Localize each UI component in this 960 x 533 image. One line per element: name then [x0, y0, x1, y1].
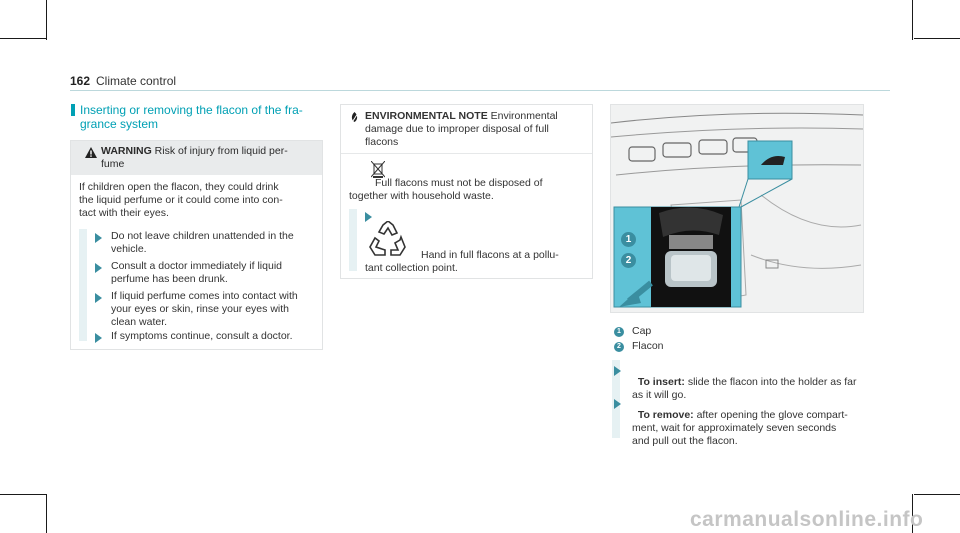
warning-step: If liquid perfume comes into contact with your eyes or skin, rinse your eyes with clean water.: [111, 290, 298, 328]
environmental-step-text: tant collection point.: [365, 262, 458, 274]
insert-label: To insert:: [637, 376, 685, 388]
dashboard-illustration: [611, 105, 863, 312]
crop-mark: [46, 0, 47, 40]
remove-text: after opening the glove compart- ment, wait for approximately seven seconds and pull out the flacon.: [632, 409, 848, 447]
legend-label-cap: Cap: [632, 325, 652, 337]
step-bar: [349, 209, 357, 271]
step-arrow-icon: [614, 366, 621, 376]
step-arrow-icon: [95, 293, 102, 303]
section-marker: [71, 104, 75, 116]
warning-header: [71, 141, 322, 175]
step-arrow-icon: [614, 399, 621, 409]
step-arrow-icon: [95, 333, 102, 343]
leaf-icon: [350, 112, 359, 124]
disposal-text: Full flacons must not be disposed of together with household waste.: [349, 177, 543, 202]
warning-triangle-icon: [85, 147, 97, 158]
crossed-bin-icon: [371, 161, 385, 178]
watermark: carmanualsonline.info: [690, 508, 924, 531]
crop-mark: [46, 494, 47, 533]
warning-label: WARNING: [101, 145, 152, 157]
callout-1: 1: [621, 232, 636, 247]
crop-mark: [912, 0, 913, 40]
warning-body: If children open the flacon, they could drink the liquid perfume or it could come into con- tact with their eyes.: [79, 181, 283, 219]
environmental-label: ENVIRONMENTAL NOTE: [365, 110, 488, 122]
header-rule: [70, 90, 890, 91]
legend-label-flacon: Flacon: [632, 340, 664, 352]
page-number: 162: [70, 74, 91, 88]
warning-step: Consult a doctor immediately if liquid perfume has been drunk.: [111, 260, 282, 285]
environmental-title: Environmental damage due to improper disposal of full flacons: [365, 110, 558, 148]
chapter-title: Climate control: [96, 74, 177, 88]
environmental-step-text: Hand in full flacons at a pollu-: [421, 249, 559, 261]
crop-mark: [914, 38, 960, 39]
crop-mark: [0, 494, 46, 495]
recycle-icon: [367, 221, 409, 261]
legend-callout-1: 1: [614, 327, 624, 337]
legend-callout-2: 2: [614, 342, 624, 352]
environmental-header: [365, 110, 590, 149]
environmental-note-box: [340, 104, 593, 279]
warning-step: If symptoms continue, consult a doctor.: [111, 330, 293, 342]
step-bar: [79, 229, 87, 341]
warning-step: Do not leave children unattended in the vehicle.: [111, 230, 294, 255]
section-title: Inserting or removing the flacon of the fra- grance system: [80, 103, 303, 131]
crop-mark: [0, 38, 46, 39]
crop-mark: [914, 494, 960, 495]
insert-text: slide the flacon into the holder as far as it will go.: [632, 376, 857, 401]
step-arrow-icon: [95, 263, 102, 273]
warning-title: Risk of injury from liquid per- fume: [101, 145, 288, 170]
remove-instruction: [632, 396, 848, 448]
remove-label: To remove:: [637, 409, 694, 421]
warning-box: [70, 140, 323, 350]
flacon-illustration: [610, 104, 864, 313]
callout-2: 2: [621, 253, 636, 268]
divider: [341, 153, 592, 154]
step-arrow-icon: [95, 233, 102, 243]
